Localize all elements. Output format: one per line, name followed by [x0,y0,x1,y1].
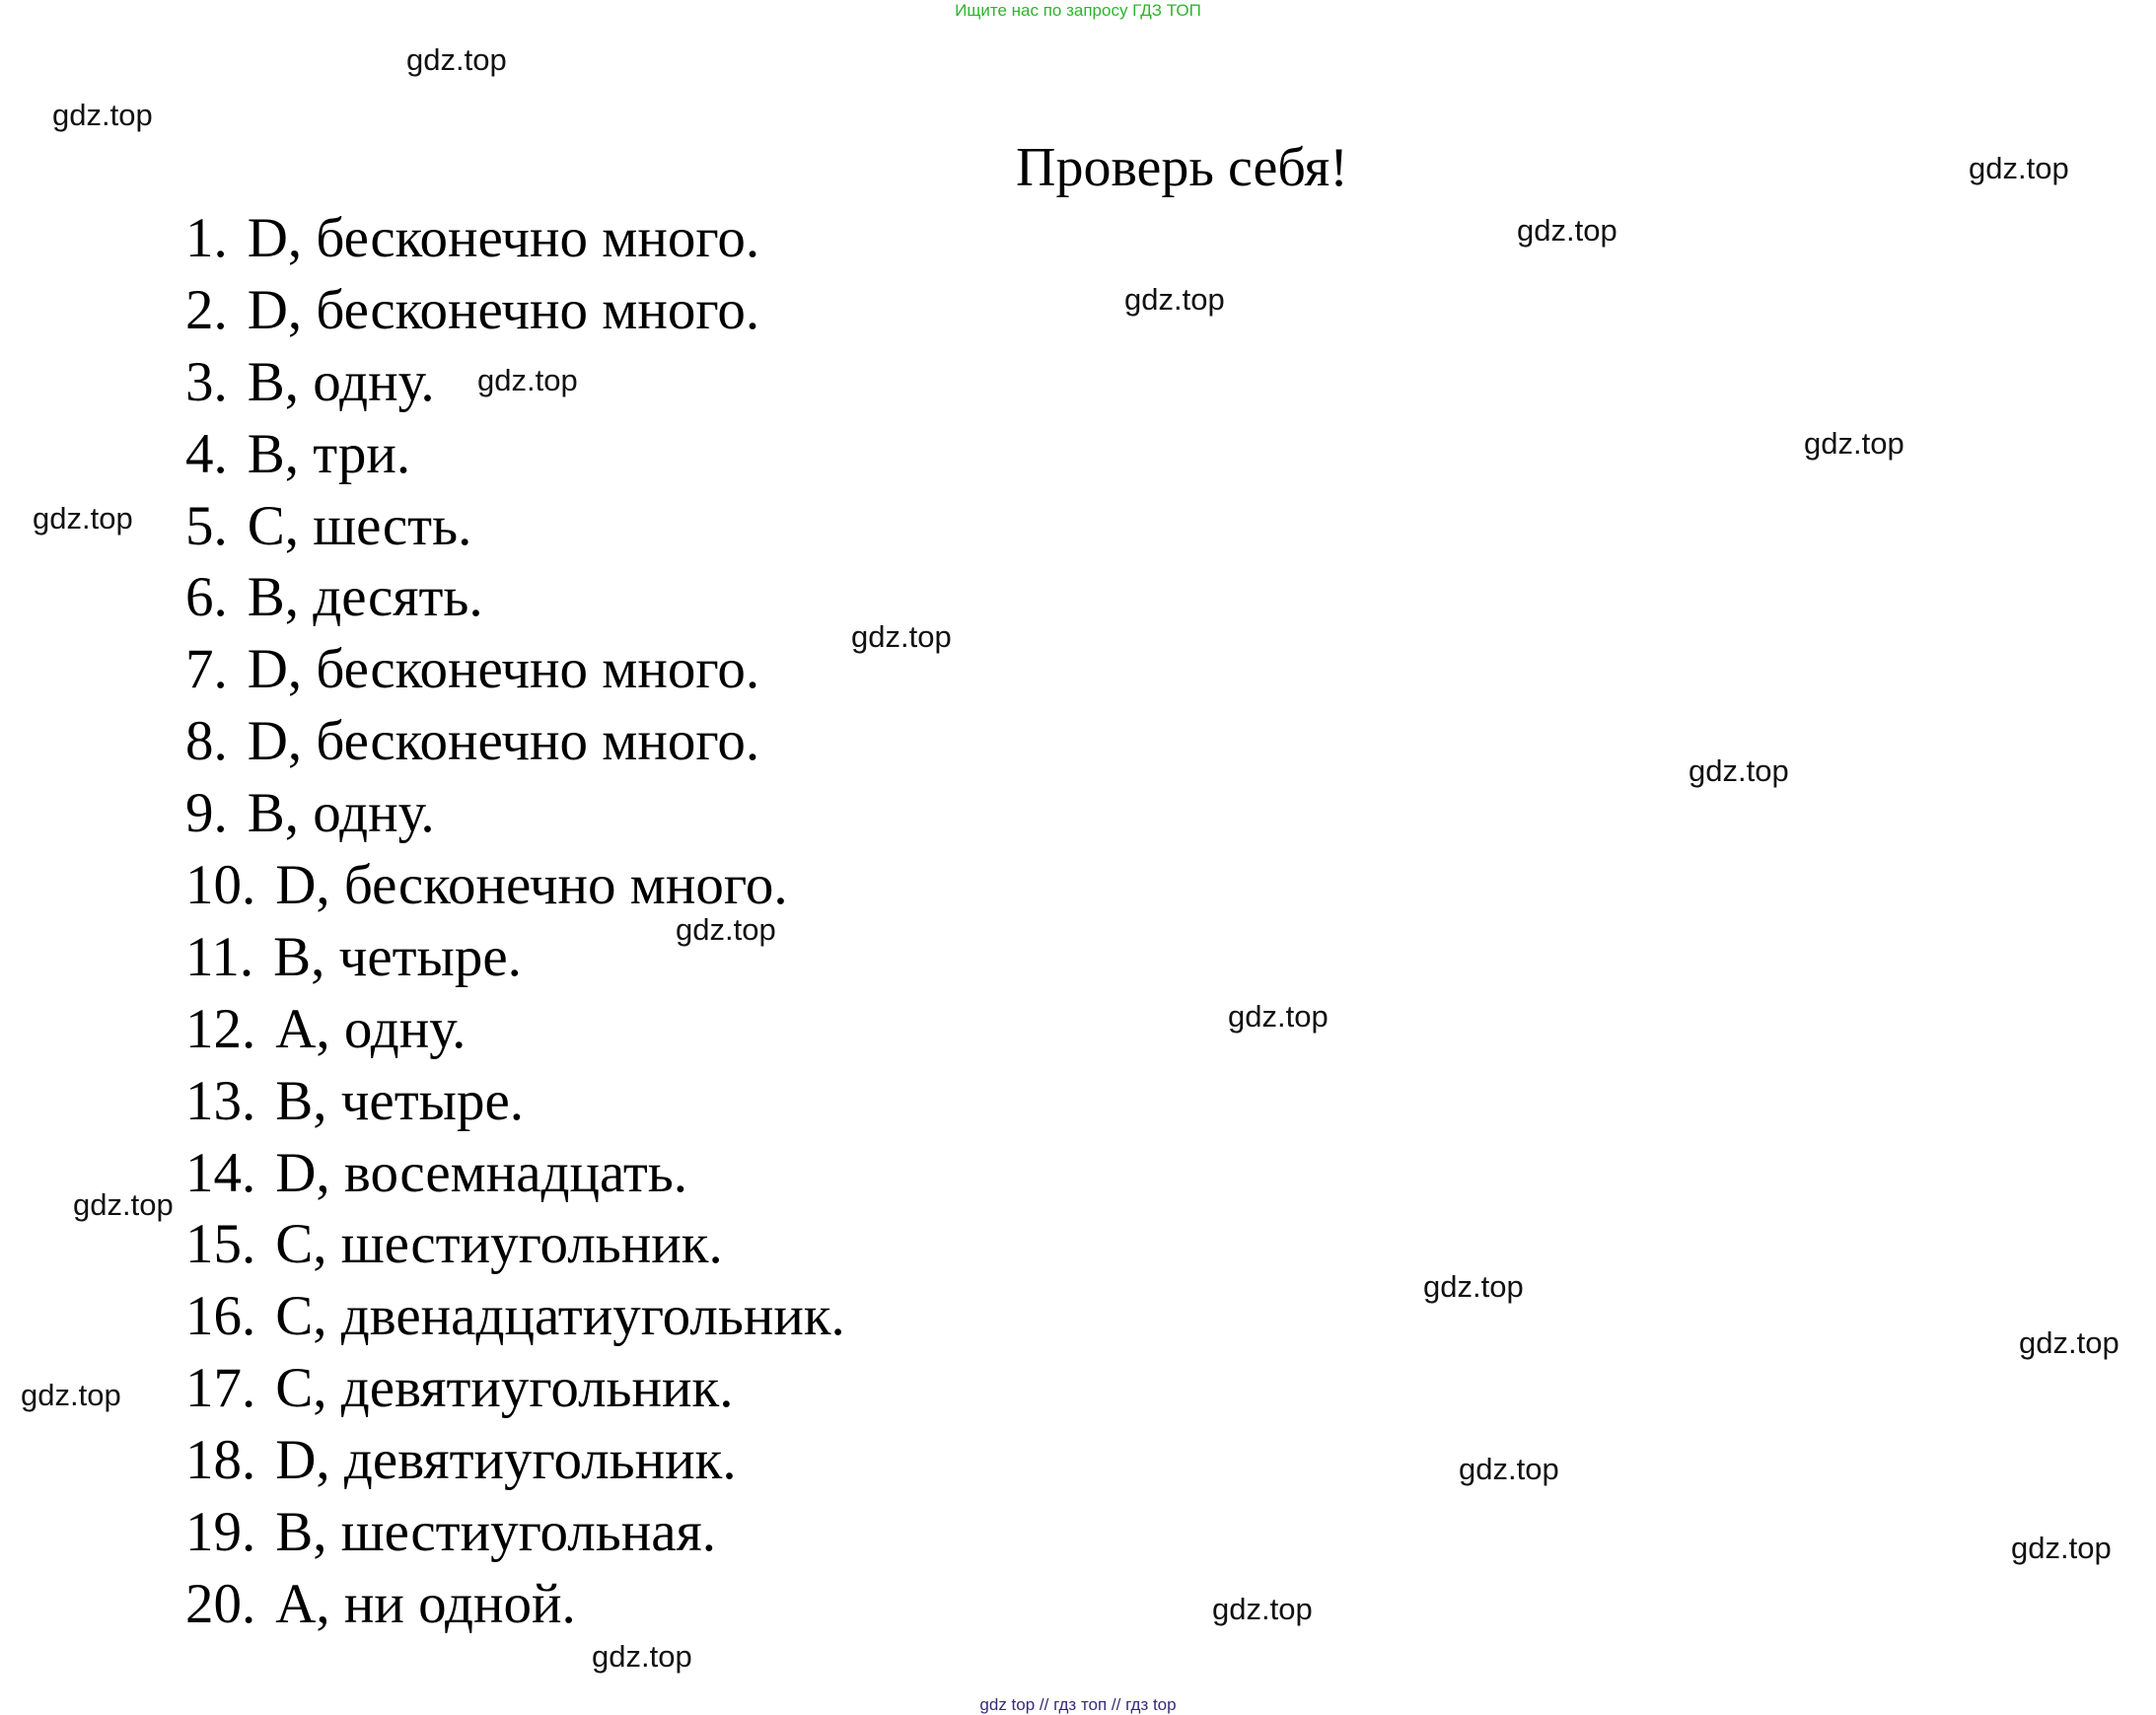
answer-item-1 [185,202,845,274]
answer-item-20 [185,1568,845,1640]
watermark: gdz.top [1689,753,1789,788]
answer-item-17 [185,1352,845,1424]
answer-text: B, четыре. [273,925,522,988]
answer-text: A, одну. [275,997,467,1060]
top-banner: Ищите нас по запросу ГДЗ ТОП [955,1,1201,20]
watermark: gdz.top [21,1378,121,1412]
answer-item-14 [185,1137,845,1209]
answer-number: 12. [185,997,256,1060]
page-title: Проверь себя! [1016,137,1348,198]
answer-text: C, шестиугольник. [275,1213,723,1276]
answer-number: 19. [185,1500,256,1563]
answer-item-12 [185,993,845,1065]
answer-item-15 [185,1208,845,1280]
answer-item-8 [185,705,845,777]
answer-item-16 [185,1280,845,1352]
answer-item-7 [185,633,845,705]
answer-text: B, одну. [247,782,435,845]
watermark: gdz.top [1212,1592,1313,1626]
answer-text: B, три. [247,422,411,485]
watermark: gdz.top [73,1187,174,1222]
answer-number: 14. [185,1141,256,1204]
answer-number: 7. [185,638,228,701]
answer-number: 9. [185,782,228,845]
answer-text: D, бесконечно много. [247,278,760,341]
answer-item-13 [185,1065,845,1137]
answer-number: 15. [185,1213,256,1276]
watermark: gdz.top [851,619,952,654]
answer-item-19 [185,1496,845,1568]
answer-number: 17. [185,1357,256,1420]
answer-number: 5. [185,494,228,557]
answer-number: 8. [185,710,228,773]
answer-text: B, одну. [247,350,435,413]
answer-item-2 [185,274,845,346]
watermark: gdz.top [2011,1531,2112,1565]
watermark: gdz.top [52,98,153,132]
answer-text: D, бесконечно много. [247,206,760,269]
answer-text: C, девятиугольник. [275,1357,734,1420]
answer-text: B, десять. [247,566,483,629]
answer-text: D, бесконечно много. [275,853,788,916]
watermark: gdz.top [33,501,133,536]
answer-item-5 [185,490,845,562]
watermark: gdz.top [592,1639,692,1674]
watermark: gdz.top [1459,1452,1559,1486]
answer-number: 16. [185,1285,256,1348]
footer-watermark: gdz top // гдз топ // гдз top [979,1695,1177,1714]
answer-text: B, четыре. [275,1069,524,1132]
answer-number: 2. [185,278,228,341]
answer-number: 1. [185,206,228,269]
answer-number: 11. [185,925,254,988]
answer-number: 4. [185,422,228,485]
answer-text: C, шесть. [247,494,472,557]
answer-item-4 [185,418,845,490]
answer-text: D, бесконечно много. [247,638,760,701]
answer-text: D, бесконечно много. [247,710,760,773]
answer-item-10 [185,849,845,921]
answer-number: 6. [185,566,228,629]
answer-text: D, девятиугольник. [275,1429,737,1492]
answer-item-6 [185,561,845,633]
answer-item-18 [185,1424,845,1496]
watermark: gdz.top [1517,213,1617,248]
watermark: gdz.top [1124,282,1225,317]
watermark: gdz.top [477,363,578,397]
answer-number: 18. [185,1429,256,1492]
watermark: gdz.top [1228,999,1329,1034]
answer-text: C, двенадцатиугольник. [275,1285,845,1348]
answer-text: D, восемнадцать. [275,1141,688,1204]
watermark: gdz.top [1423,1269,1524,1304]
answer-item-9 [185,777,845,849]
answer-text: A, ни одной. [275,1572,576,1635]
answer-number: 20. [185,1572,256,1635]
answer-text: B, шестиугольная. [275,1500,717,1563]
watermark: gdz.top [676,912,776,947]
watermark: gdz.top [406,42,507,77]
answer-number: 10. [185,853,256,916]
watermark: gdz.top [1969,151,2069,185]
watermark: gdz.top [2019,1325,2120,1360]
watermark: gdz.top [1804,426,1904,461]
answer-number: 13. [185,1069,256,1132]
answer-number: 3. [185,350,228,413]
